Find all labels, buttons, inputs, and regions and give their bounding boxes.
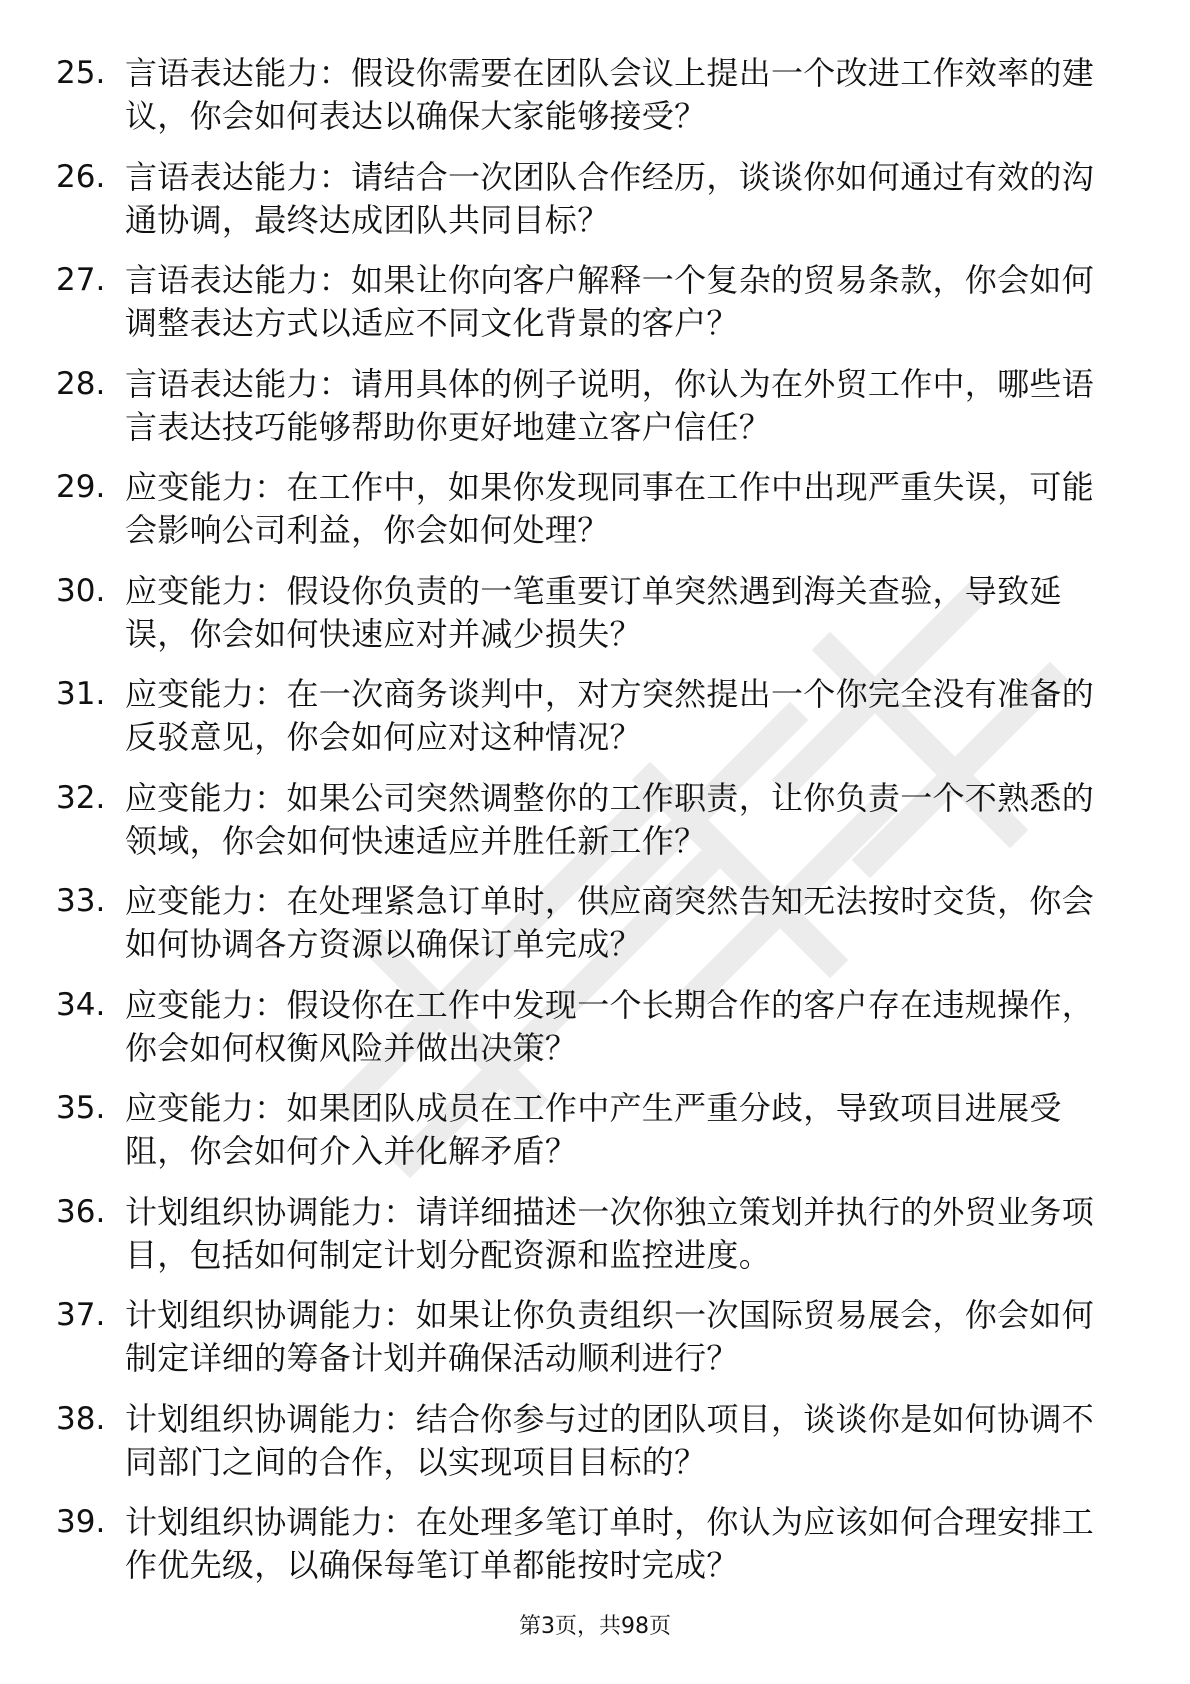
question-text: 言语表达能力：如果让你向客户解释一个复杂的贸易条款，你会如何调整表达方式以适应不同文化背景的客户？	[125, 261, 1095, 342]
question-number: 36.	[56, 1193, 106, 1230]
question-text: 应变能力：如果公司突然调整你的工作职责，让你负责一个不熟悉的领域，你会如何快速适应并胜任新工作？	[125, 778, 1095, 860]
question-text: 应变能力：假设你在工作中发现一个长期合作的客户存在违规操作，你会如何权衡风险并做出决策？	[125, 985, 1095, 1067]
question-item	[0, 777, 1190, 881]
question-item	[0, 52, 1190, 156]
question-text: 应变能力：假设你负责的一笔重要订单突然遇到海关查验，导致延误，你会如何快速应对并减少损失？	[125, 571, 1062, 653]
question-text: 应变能力：如果团队成员在工作中产生严重分歧，导致项目进展受阻，你会如何介入并化解矛盾？	[125, 1089, 1062, 1170]
question-number: 27.	[56, 262, 106, 298]
question-number: 34.	[56, 986, 106, 1023]
question-number: 39.	[56, 1504, 106, 1540]
question-item	[0, 156, 1190, 260]
question-text: 计划组织协调能力：如果让你负责组织一次国际贸易展会，你会如何制定详细的筹备计划并确保活动顺利进行？	[125, 1296, 1095, 1377]
question-item	[0, 880, 1190, 984]
question-text: 应变能力：在处理紧急订单时，供应商突然告知无法按时交货，你会如何协调各方资源以确保订单完成？	[125, 882, 1095, 963]
question-item	[0, 1294, 1190, 1398]
question-number: 31.	[56, 676, 106, 712]
question-number: 37.	[56, 1297, 106, 1333]
question-item	[0, 1501, 1190, 1605]
question-item	[0, 1191, 1190, 1295]
question-number: 32.	[56, 779, 106, 816]
question-number: 30.	[56, 572, 106, 609]
question-number: 25.	[56, 55, 106, 91]
question-item	[0, 1398, 1190, 1502]
question-item	[0, 1087, 1190, 1191]
question-text: 言语表达能力：请用具体的例子说明，你认为在外贸工作中，哪些语言表达技巧能够帮助你更好地建立客户信任？	[125, 364, 1095, 446]
question-number: 33.	[56, 883, 106, 919]
question-item	[0, 259, 1190, 363]
question-text: 应变能力：在工作中，如果你发现同事在工作中出现严重失误，可能会影响公司利益，你会如何处理？	[125, 468, 1095, 549]
question-text: 言语表达能力：请结合一次团队合作经历，谈谈你如何通过有效的沟通协调，最终达成团队共同目标？	[125, 157, 1095, 239]
question-text: 言语表达能力：假设你需要在团队会议上提出一个改进工作效率的建议，你会如何表达以确保大家能够接受？	[125, 54, 1095, 135]
question-text: 计划组织协调能力：请详细描述一次你独立策划并执行的外贸业务项目，包括如何制定计划分配资源和监控进度。	[125, 1192, 1095, 1274]
question-number: 38.	[56, 1400, 106, 1437]
question-item	[0, 984, 1190, 1088]
page-footer: 第3页，共98页	[519, 1614, 671, 1639]
question-text: 应变能力：在一次商务谈判中，对方突然提出一个你完全没有准备的反驳意见，你会如何应对这种情况？	[125, 675, 1095, 756]
question-number: 35.	[56, 1090, 106, 1126]
question-item	[0, 570, 1190, 674]
question-number: 28.	[56, 365, 106, 402]
question-number: 29.	[56, 469, 106, 505]
question-item	[0, 363, 1190, 467]
question-item	[0, 673, 1190, 777]
question-number: 26.	[56, 158, 106, 195]
question-text: 计划组织协调能力：结合你参与过的团队项目，谈谈你是如何协调不同部门之间的合作，以实现项目目标的？	[125, 1399, 1095, 1481]
question-list	[0, 52, 1190, 1605]
question-text: 计划组织协调能力：在处理多笔订单时，你认为应该如何合理安排工作优先级，以确保每笔订单都能按时完成？	[125, 1503, 1095, 1584]
question-item	[0, 466, 1190, 570]
